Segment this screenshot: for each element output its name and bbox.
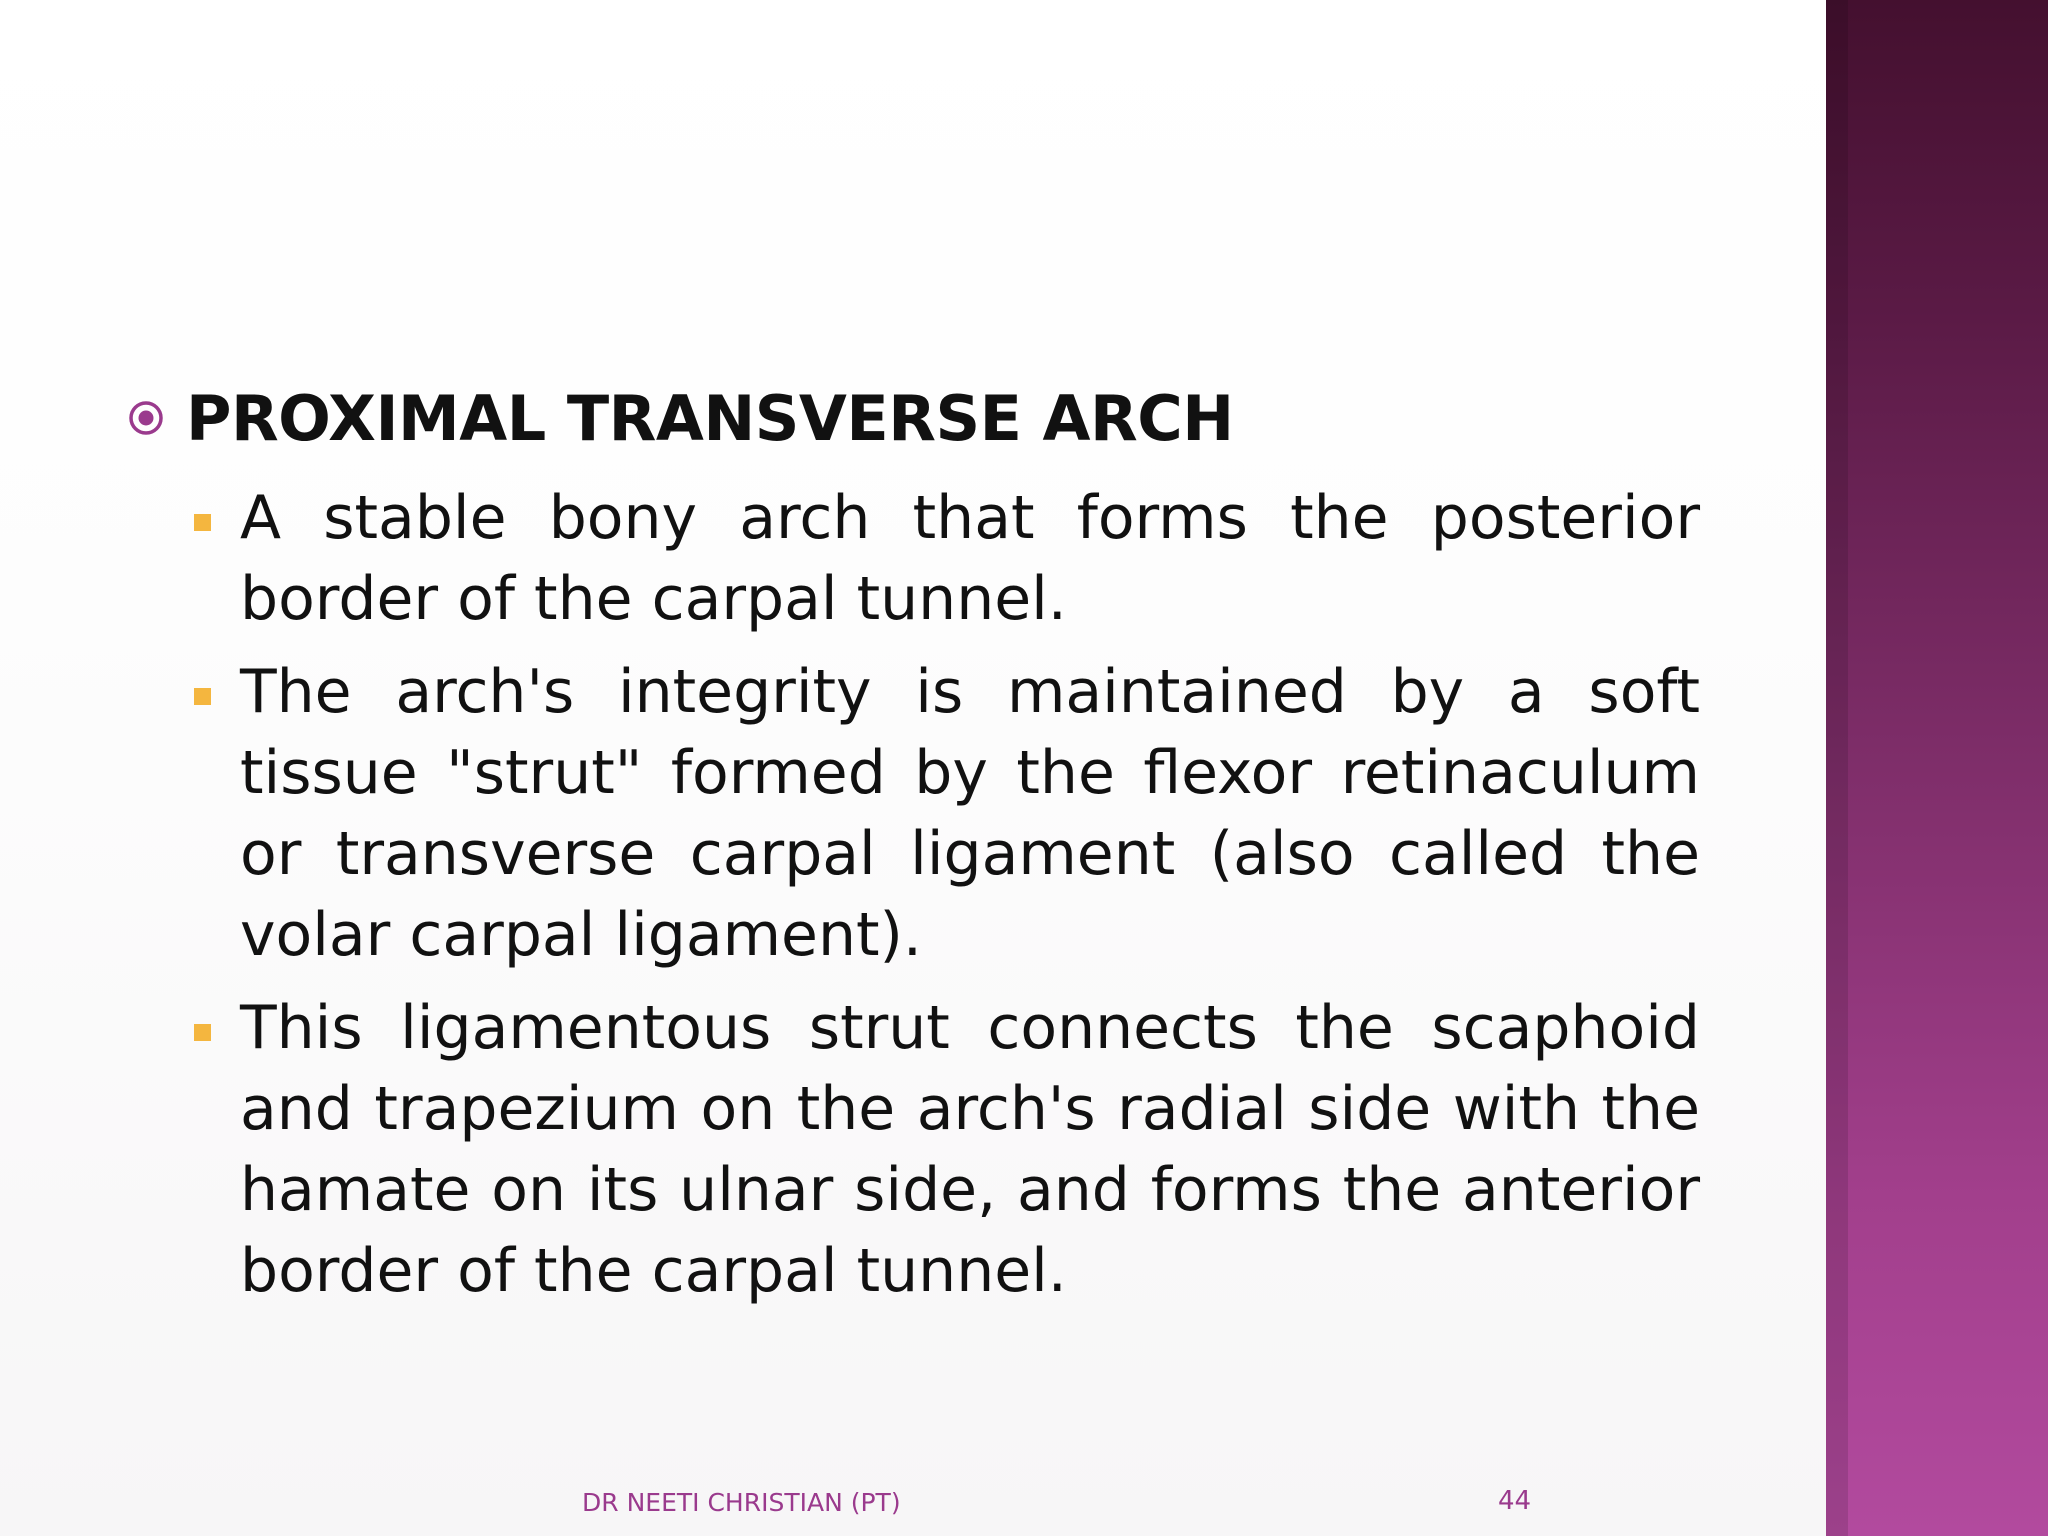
decorative-side-band [1826,0,2048,1536]
list-item [190,988,1700,1312]
square-bullet-icon [194,514,211,531]
square-bullet-icon [194,1024,211,1041]
square-bullet-icon [194,688,211,705]
page-number: 44 [1498,1486,1532,1516]
circle-dot-icon [128,400,164,436]
bullet-text: This ligamentous strut connects the scaphoid and trapezium on the arch's radial side with the hamate on its ulnar side, and forms the anterior border of the carpal tunnel. [240,993,1700,1306]
list-item [190,478,1700,640]
bullet-text: A stable bony arch that forms the posterior border of the carpal tunnel. [240,483,1700,634]
bullet-list [190,478,1700,1324]
slide-heading: PROXIMAL TRANSVERSE ARCH [186,381,1234,455]
list-item [190,652,1700,976]
bullet-text: The arch's integrity is maintained by a soft tissue "strut" formed by the flexor retinaculum or transverse carpal ligament (also called the volar carpal ligament). [240,657,1700,970]
heading-row [128,378,1234,458]
slide-footer: DR NEETI CHRISTIAN (PT) [582,1488,901,1517]
